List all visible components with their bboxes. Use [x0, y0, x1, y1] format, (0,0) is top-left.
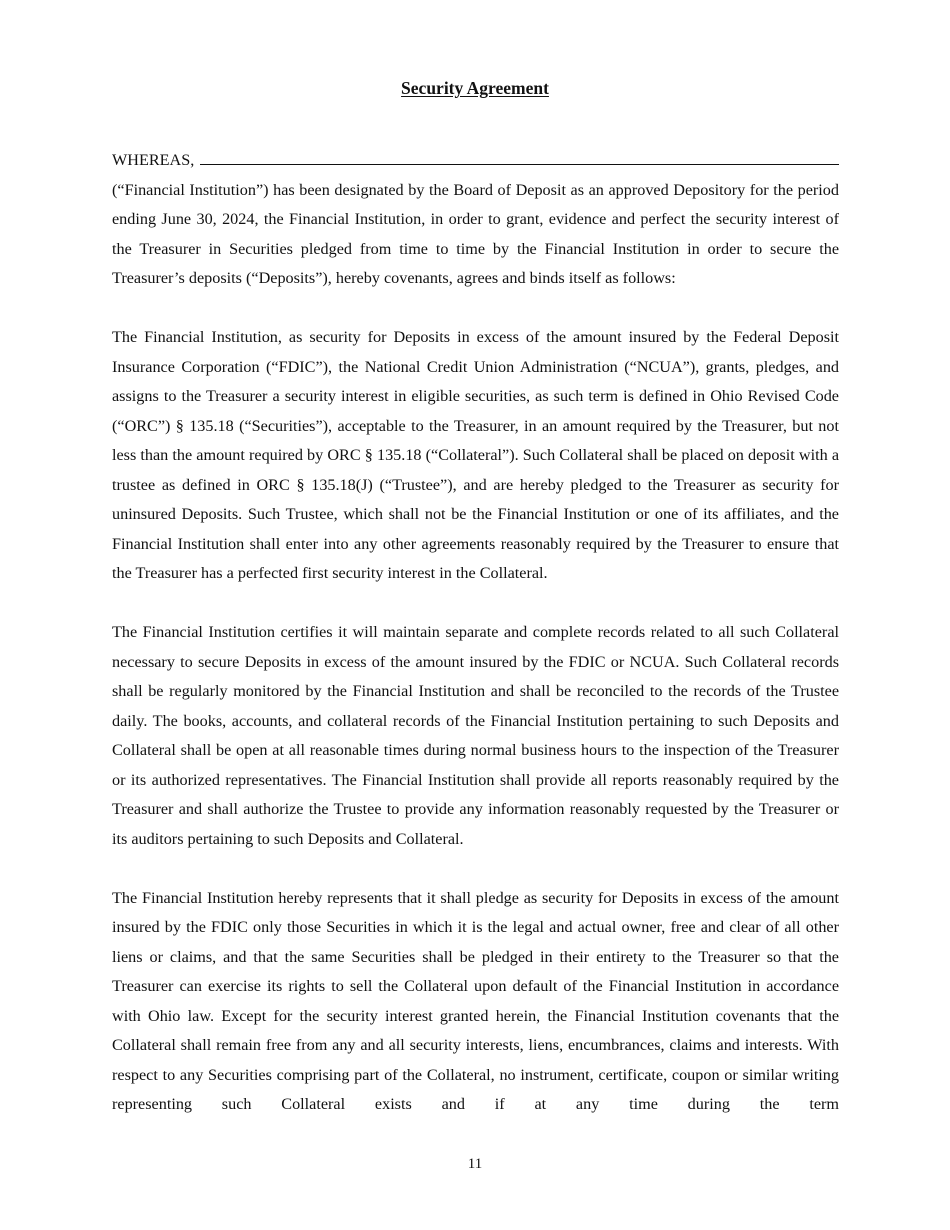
paragraph-spacer [112, 294, 839, 324]
paragraph-spacer [112, 589, 839, 619]
recital-paragraph: (“Financial Institution”) has been designated by the Board of Deposit as an approved Depository for the period ending June 30, 2024, the Financial Institution, in order to grant, evidence and perfect the security interest of the Treasurer in Securities pledged from time to time by the Financial Institution in order to secure the Treasurer’s deposits (“Deposits”), hereby covenants, agrees and binds itself as follows: [112, 180, 839, 287]
whereas-label: WHEREAS, [112, 151, 195, 169]
records-paragraph: The Financial Institution certifies it will maintain separate and complete records related to all such Collateral necessary to secure Deposits in excess of the amount insured by the FDIC or NCUA. Such Collateral records shall be regularly monitored by the Financial Institution and shall be reconciled to the records of the Trustee daily. The books, accounts, and collateral records of the Financial Institution pertaining to such Deposits and Collateral shall be open at all reasonable times during normal business hours to the inspection of the Treasurer or its authorized representatives. The Financial Institution shall provide all reports reasonably required by the Treasurer and shall authorize the Trustee to provide any information reasonably requested by the Treasurer or its auditors pertaining to such Deposits and Collateral. [112, 623, 839, 848]
document-body [112, 146, 839, 1120]
security-grant-paragraph: The Financial Institution, as security for Deposits in excess of the amount insured by the Federal Deposit Insurance Corporation (“FDIC”), the National Credit Union Administration (“NCUA”), grants, pledges, and assigns to the Treasurer a security interest in eligible securities, as such term is defined in Ohio Revised Code (“ORC”) § 135.18 (“Securities”), acceptable to the Treasurer, in an amount required by the Treasurer, but not less than the amount required by ORC § 135.18 (“Collateral”). Such Collateral shall be placed on deposit with a trustee as defined in ORC § 135.18(J) (“Trustee”), and are hereby pledged to the Treasurer as security for uninsured Deposits. Such Trustee, which shall not be the Financial Institution or one of its affiliates, and the Financial Institution shall enter into any other agreements reasonably required by the Treasurer to ensure that the Treasurer has a perfected first security interest in the Collateral. [112, 328, 839, 582]
page-number: 11 [467, 1156, 483, 1172]
financial-institution-name-blank [200, 149, 839, 165]
document-title: Security Agreement [401, 78, 549, 98]
representations-paragraph: The Financial Institution hereby represents that it shall pledge as security for Deposits in excess of the amount insured by the FDIC only those Securities in which it is the legal and actual owner, free and clear of all other liens or claims, and that the same Securities shall be pledged in their entirety to the Treasurer so that the Treasurer can exercise its rights to sell the Collateral upon default of the Financial Institution in accordance with Ohio law. Except for the security interest granted herein, the Financial Institution covenants that the Collateral shall remain free from any and all security interests, liens, encumbrances, claims and interests. With respect to any Securities comprising part of the Collateral, no instrument, certificate, coupon or similar writing representing such Collateral exists and if at any time during the term [112, 888, 839, 1113]
paragraph-spacer [112, 854, 839, 884]
whereas-line [112, 146, 839, 176]
